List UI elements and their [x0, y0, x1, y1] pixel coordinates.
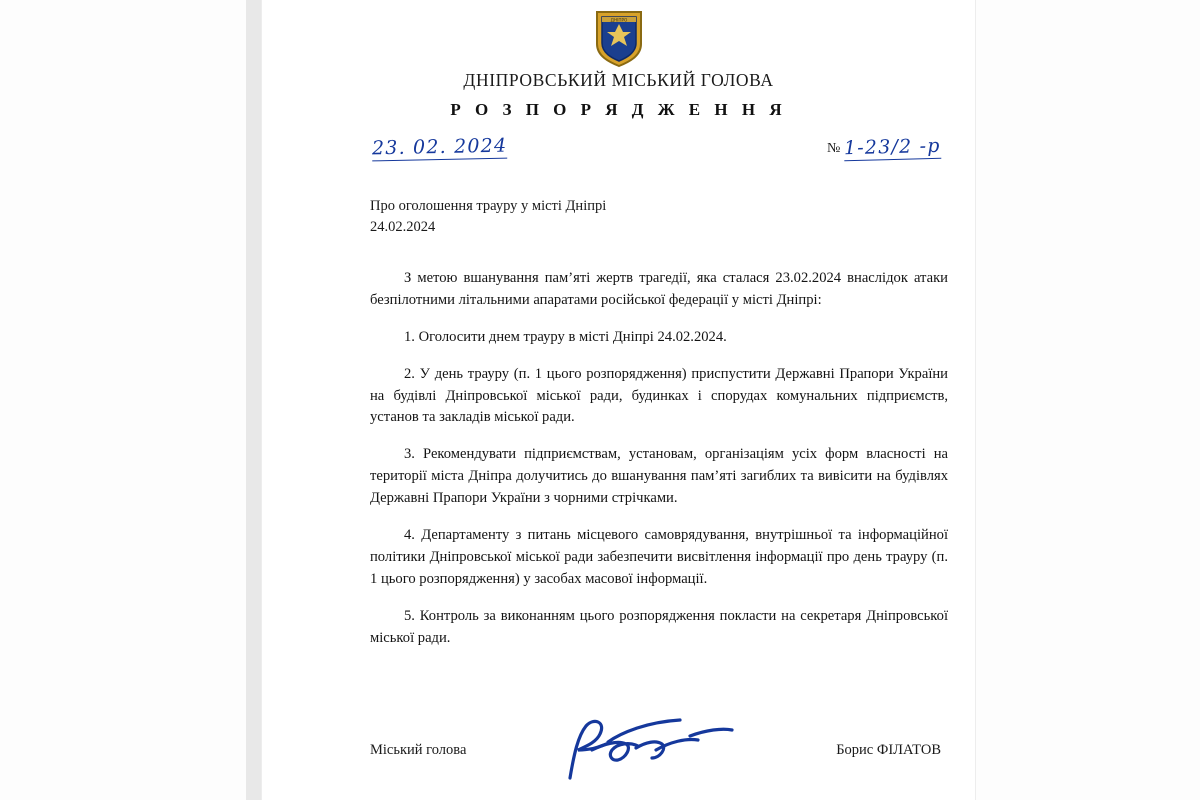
paragraph-item-2: 2. У день трауру (п. 1 цього розпорядження) приспустити Державні Прапори України на будівлі Дніпровської міської ради, будинках і спорудах комунальних підприємств, установ та закладів міської ради.	[370, 365, 948, 426]
paper-sheet	[262, 0, 975, 800]
document-header	[262, 70, 975, 120]
organization-title: ДНІПРОВСЬКИЙ МІСЬКИЙ ГОЛОВА	[463, 70, 774, 90]
signatory-position: Міський голова	[370, 742, 467, 758]
scan-margin-right	[974, 0, 1200, 800]
document-content	[370, 268, 948, 649]
document-body	[262, 0, 975, 800]
paragraph-item-5: 5. Контроль за виконанням цього розпорядження покласти на секретаря Дніпровської міської ради.	[370, 607, 948, 646]
svg-text:ДНІПРО: ДНІПРО	[610, 17, 627, 23]
scan-edge-shadow	[246, 0, 262, 800]
document-number-label: №	[827, 141, 841, 156]
document-date-handwritten: 23. 02. 2024	[371, 134, 508, 160]
paragraph-item-3: 3. Рекомендувати підприємствам, установам, організаціям усіх форм власності на території міста Дніпра долучитись до вшанування пам’яті загиблих та вивісити на будівлях Державні Прапори України з чорними стрічками.	[370, 446, 948, 507]
signatory-name: Борис ФІЛАТОВ	[836, 742, 941, 758]
document-meta-row	[262, 130, 975, 170]
document-subject: Про оголошення трауру у місті Дніпрі 24.02.2024	[370, 198, 607, 236]
paragraph-item-4: 4. Департаменту з питань місцевого самоврядування, внутрішньої та інформаційної політики Дніпровської міської ради забезпечити висвітлення інформації про день трауру (п. 1 цього розпорядження) у засобах масової інформації.	[370, 527, 948, 587]
signature-row	[370, 742, 941, 759]
coat-of-arms-icon	[262, 8, 975, 68]
paragraph-item-1: 1. Оголосити днем трауру в місті Дніпрі 24.02.2024.	[404, 328, 727, 345]
paragraph-preamble: З метою вшанування пам’яті жертв трагедії, яка сталася 23.02.2024 внаслідок атаки безпілотними літальними апаратами російської федерації у місті Дніпрі:	[370, 270, 948, 308]
document-number-handwritten: 1-23/2 -р	[844, 134, 942, 160]
document-type-title: Р О З П О Р Я Д Ж Е Н Н Я	[450, 100, 787, 119]
scan-margin-left	[0, 0, 263, 800]
document-number-group	[827, 136, 941, 160]
